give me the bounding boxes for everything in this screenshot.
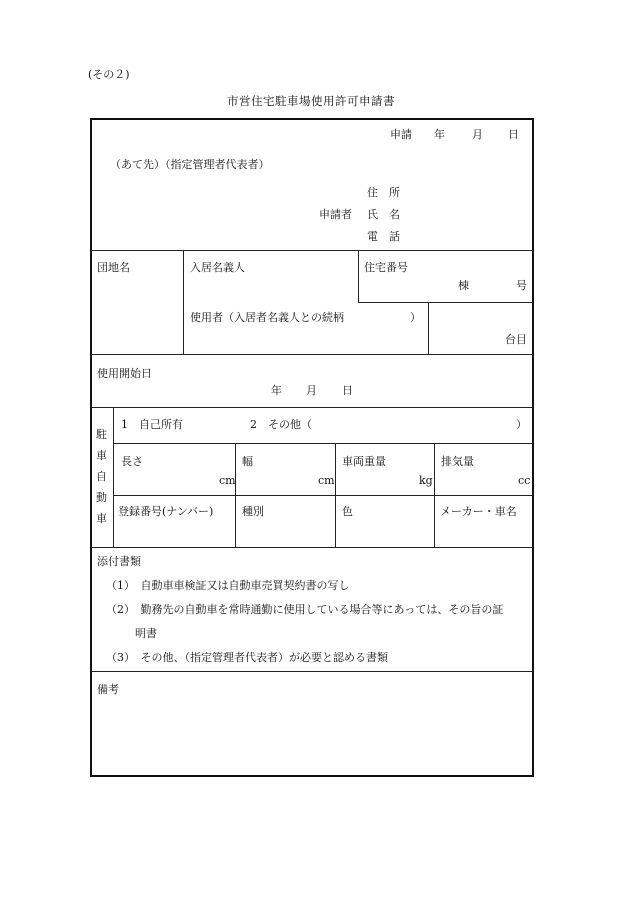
- addressee: （あて先）（指定管理者代表者）: [110, 158, 270, 171]
- start-date-day: 日: [342, 384, 353, 397]
- displacement-unit: cc: [518, 474, 531, 487]
- length-label: 長さ: [121, 455, 143, 468]
- kind-label: 種別: [242, 505, 264, 518]
- applicant-address-label: 住 所: [367, 186, 400, 199]
- nyukyo-label: 入居名義人: [190, 261, 245, 274]
- start-date-year: 年: [271, 384, 282, 397]
- width-label: 幅: [242, 455, 253, 468]
- rule-v-daime: [428, 303, 429, 354]
- date-month: 月: [472, 128, 483, 141]
- date-day: 日: [508, 128, 519, 141]
- weight-unit: kg: [419, 474, 433, 487]
- rule-v-jutaku: [358, 251, 359, 303]
- form-number: (その２): [88, 68, 130, 81]
- to-label: 棟: [458, 279, 469, 292]
- rule-v-danchi: [183, 251, 184, 354]
- ownership-close: ）: [516, 418, 527, 431]
- applicant-name-label: 氏 名: [367, 208, 400, 221]
- applicant-phone-label: 電 話: [367, 230, 400, 243]
- rule-v-col3: [335, 444, 336, 547]
- car-side-label-3: 自: [96, 470, 107, 483]
- start-date-month: 月: [306, 384, 317, 397]
- go-label: 号: [516, 279, 527, 292]
- attachment-item-2: （2） 勤務先の自動車を常時通勤に使用している場合等にあっては、その旨の証: [106, 603, 504, 616]
- displacement-label: 排気量: [441, 455, 474, 468]
- rule-ownership-bottom: [113, 443, 533, 444]
- ownership-option-2: 2 その他（: [250, 418, 312, 431]
- weight-label: 車両重量: [342, 455, 386, 468]
- maker-label: メーカー・車名: [440, 505, 517, 518]
- danchi-label: 団地名: [97, 261, 130, 274]
- width-unit: cm: [318, 474, 335, 487]
- shiyousha-label: 使用者（入居者名義人との続柄: [190, 311, 344, 324]
- rule-header-bottom: [91, 250, 533, 251]
- rule-car-bottom: [91, 547, 533, 548]
- date-year: 年: [434, 128, 445, 141]
- attachment-item-1: （1） 自動車車検証又は自動車売買契約書の写し: [106, 579, 350, 592]
- rule-v-col2: [235, 444, 236, 547]
- car-side-label-5: 車: [96, 512, 107, 525]
- start-date-label: 使用開始日: [97, 367, 152, 380]
- length-unit: cm: [219, 474, 236, 487]
- rule-v-car-side: [113, 408, 114, 547]
- color-label: 色: [342, 505, 353, 518]
- attachments-heading: 添付書類: [97, 555, 141, 568]
- date-label: 申請: [390, 128, 412, 141]
- application-form-frame: [90, 118, 534, 777]
- rule-v-col4: [434, 444, 435, 547]
- rule-jutaku-mid: [358, 302, 533, 303]
- car-side-label-1: 駐: [96, 428, 107, 441]
- car-side-label-2: 車: [96, 449, 107, 462]
- daime-label: 台目: [505, 333, 527, 346]
- attachment-item-3: （3） その他、（指定管理者代表者）が必要と認める書類: [106, 651, 388, 664]
- rule-dims-bottom: [113, 495, 533, 496]
- jutaku-bango-label: 住宅番号: [364, 261, 408, 274]
- plate-label: 登録番号(ナンバー): [118, 505, 214, 518]
- car-side-label-4: 動: [96, 491, 107, 504]
- shiyousha-close: ）: [410, 311, 421, 324]
- remarks-label: 備考: [97, 683, 119, 696]
- ownership-option-1: 1 自己所有: [121, 418, 183, 431]
- form-title: 市営住宅駐車場使用許可申請書: [227, 94, 395, 108]
- rule-row1-bottom: [91, 354, 533, 355]
- rule-attach-bottom: [91, 671, 533, 672]
- attachment-item-2-cont: 明書: [135, 627, 157, 640]
- applicant-label: 申請者: [319, 208, 352, 221]
- rule-startdate-bottom: [91, 407, 533, 408]
